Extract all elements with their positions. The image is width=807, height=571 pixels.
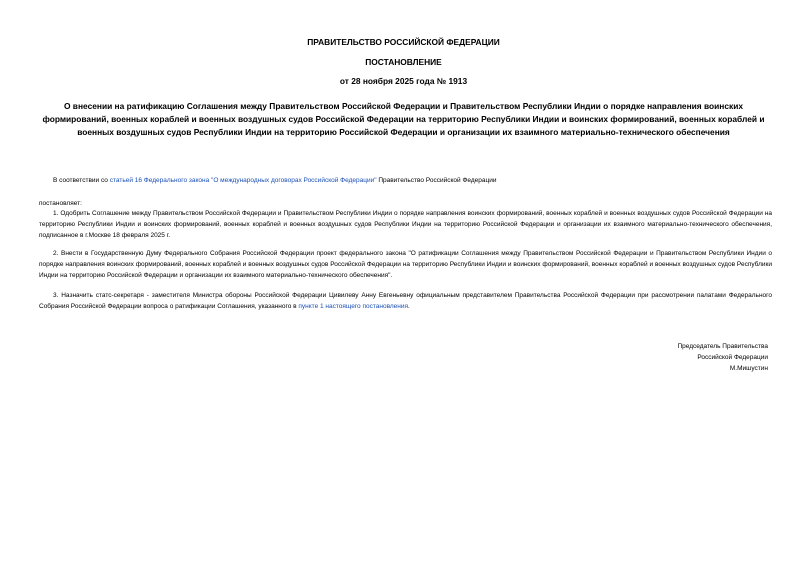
preamble-paragraph (39, 175, 772, 186)
government-heading: ПРАВИТЕЛЬСТВО РОССИЙСКОЙ ФЕДЕРАЦИИ (307, 37, 500, 47)
resolves-text: постановляет: (39, 200, 82, 207)
item3-text-after: . (408, 303, 410, 311)
document-title: О внесении на ратификацию Соглашения между Правительством Российской Федерации и Правительством Республики Индии о порядке направления воинских формирований, военных кораблей и военных воздушных судов Российской Федерации на территорию Республики Индии и воинских формирований, военных кораблей и военных воздушных судов Республики Индии на территорию Российской Федерации и организации их взаимного материально-технического обеспечения (42, 101, 765, 137)
item1-reference-link[interactable]: пункте 1 настоящего постановления (298, 303, 409, 311)
federal-law-link[interactable]: статьей 16 Федерального закона "О международных договорах Российской Федерации" (109, 177, 377, 184)
paragraph-item-2: 2. Внести в Государственную Думу Федерального Собрания Российской Федерации проект федерального закона "О ратификации Соглашения между Правительством Российской Федерации и Правительством Республики Индии о порядке направления воинских формирований, военных кораблей и военных воздушных судов Российской Федерации на территорию Республики Индии и воинских формирований, военных кораблей и военных воздушных судов Республики Индии на территорию Российской Федерации и организации их взаимного материально-технического обеспечения". (39, 250, 772, 280)
signature-organization: Российской Федерации (697, 354, 768, 361)
preamble-text-before: В соответствии со (53, 177, 110, 184)
document-date-number: от 28 ноября 2025 года № 1913 (339, 76, 468, 86)
paragraph-item-3 (39, 290, 772, 312)
signature-position: Председатель Правительства (677, 343, 768, 350)
signature-name: М.Мишустин (729, 365, 768, 372)
item3-text-before: 3. Назначить статс-секретаря - заместителя Министра обороны Российской Федерации Цивилеву Анну Евгеньевну официальным представителем Правительства Российской Федерации при рассмотрении палатами Федерального Собрания Российской Федерации вопроса о ратификации Соглашения, указанного в (39, 292, 772, 311)
preamble-text-after: Правительство Российской Федерации (376, 177, 497, 184)
document-kind-heading: ПОСТАНОВЛЕНИЕ (365, 57, 442, 67)
paragraph-item-1: 1. Одобрить Соглашение между Правительством Российской Федерации и Правительством Республики Индии о порядке направления воинских формирований, военных кораблей и военных воздушных судов Российской Федерации на территорию Республики Индии и воинских формирований, военных кораблей и военных воздушных судов Республики Индии на территорию Российской Федерации и организации их взаимного материально-технического обеспечения, подписанное в г.Москве 18 февраля 2025 г. (39, 210, 772, 240)
